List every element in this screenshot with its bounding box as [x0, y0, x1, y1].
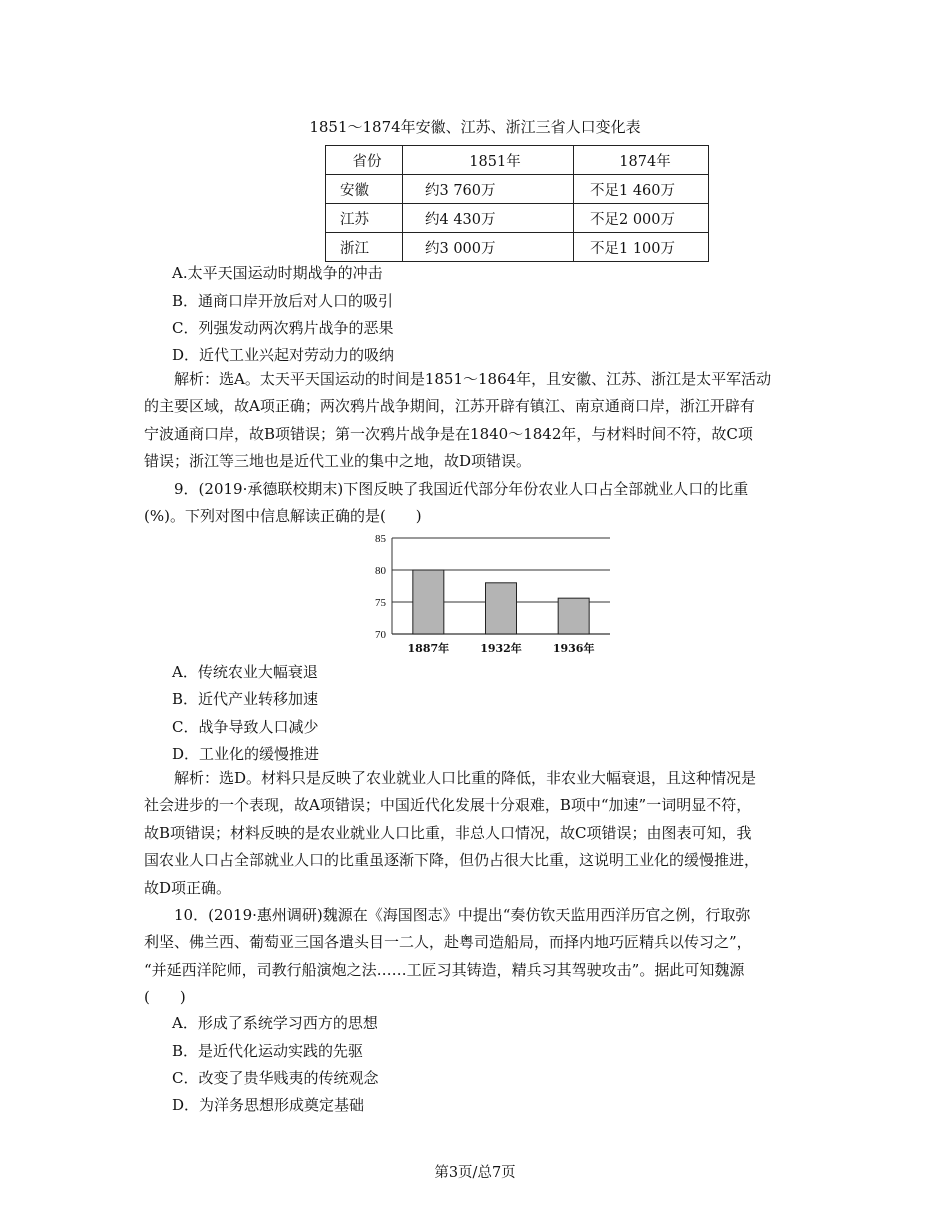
q8-analysis — [144, 366, 808, 476]
q8-option-a: A.太平天国运动时期战争的冲击 — [172, 264, 383, 282]
q8-option-b: B．通商口岸开放后对人口的吸引 — [172, 292, 394, 310]
question-line: ( ) — [144, 988, 186, 1007]
q9-option-a: A．传统农业大幅衰退 — [172, 663, 318, 681]
table-cell: 不足2 000万 — [574, 204, 709, 233]
bar — [413, 570, 444, 634]
question-line: “并延西洋陀师，司教行船演炮之法……工匠习其铸造，精兵习其驾驶攻击”。据此可知魏源 — [144, 960, 745, 979]
q10-stem — [144, 902, 808, 1012]
y-tick-label: 75 — [375, 597, 386, 609]
table-header-row — [326, 146, 709, 175]
q8-option-d: D．近代工业兴起对劳动力的吸纳 — [172, 346, 395, 364]
q9-stem — [144, 476, 808, 531]
table-cell: 约4 430万 — [403, 204, 574, 233]
table-cell: 不足1 460万 — [574, 175, 709, 204]
question-line: 9．(2019·承德联校期末)下图反映了我国近代部分年份农业人口占全部就业人口的比重 — [174, 480, 749, 498]
analysis-line: 故D项正确。 — [144, 878, 232, 897]
q9-option-b: B．近代产业转移加速 — [172, 690, 319, 708]
analysis-line: 社会进步的一个表现，故A项错误；中国近代化发展十分艰难，B项中“加速”一词明显不符， — [144, 796, 752, 815]
table-caption: 1851～1874年安徽、江苏、浙江三省人口变化表 — [309, 118, 641, 136]
x-tick-label: 1932年 — [480, 642, 522, 655]
bar — [558, 598, 589, 634]
analysis-line: 故B项错误；材料反映的是农业就业人口比重，非总人口情况，故C项错误；由图表可知，我 — [144, 823, 752, 842]
table-cell: 约3 760万 — [403, 175, 574, 204]
table-header: 1851年 — [403, 146, 574, 175]
table-cell: 约3 000万 — [403, 233, 574, 262]
question-line: (%)。下列对图中信息解读正确的是( ) — [144, 507, 422, 526]
q10-option-b: B．是近代化运动实践的先驱 — [172, 1042, 364, 1060]
analysis-line: 错误；浙江等三地也是近代工业的集中之地，故D项错误。 — [144, 452, 532, 471]
table-row — [326, 233, 709, 262]
q10-option-a: A．形成了系统学习西方的思想 — [172, 1014, 378, 1032]
q9-option-d: D．工业化的缓慢推进 — [172, 745, 320, 763]
analysis-line: 国农业人口占全部就业人口的比重虽逐渐下降，但仍占很大比重，这说明工业化的缓慢推进， — [144, 851, 760, 870]
analysis-line: 宁波通商口岸，故B项错误；第一次鸦片战争是在1840～1842年，与材料时间不符，故C项 — [144, 424, 753, 443]
population-table — [325, 145, 709, 262]
table-cell: 浙江 — [326, 233, 403, 262]
question-line: 10．(2019·惠州调研)魏源在《海国图志》中提出“奏仿钦天监用西洋历官之例，行取弥 — [174, 906, 751, 924]
x-tick-label: 1936年 — [552, 642, 595, 655]
table-header: 1874年 — [574, 146, 709, 175]
table-cell: 江苏 — [326, 204, 403, 233]
table-cell: 不足1 100万 — [574, 233, 709, 262]
question-line: 利坚、佛兰西、葡萄亚三国各遣头目一二人，赴粤司造船局，而择内地巧匠精兵以传习之”， — [144, 933, 752, 952]
q10-option-d: D．为洋务思想形成奠定基础 — [172, 1096, 365, 1114]
q8-option-c: C．列强发动两次鸦片战争的恶果 — [172, 319, 394, 337]
table-row — [326, 175, 709, 204]
y-tick-label: 80 — [375, 565, 386, 577]
analysis-line: 解析：选A。太天平天国运动的时间是1851～1864年，且安徽、江苏、浙江是太平军活动 — [174, 370, 772, 388]
y-tick-label: 85 — [375, 533, 386, 545]
analysis-line: 的主要区域，故A项正确；两次鸦片战争期间，江苏开辟有镇江、南京通商口岸，浙江开辟有 — [144, 397, 755, 416]
q10-option-c: C．改变了贵华贱夷的传统观念 — [172, 1069, 379, 1087]
q9-option-c: C．战争导致人口减少 — [172, 718, 319, 736]
y-tick-label: 70 — [375, 629, 386, 641]
page-footer: 第3页/总7页 — [434, 1165, 516, 1181]
table-header: 省份 — [326, 146, 403, 175]
table-row — [326, 204, 709, 233]
q9-analysis — [144, 765, 808, 902]
analysis-line: 解析：选D。材料只是反映了农业就业人口比重的降低，非农业大幅衰退，且这种情况是 — [174, 769, 757, 787]
x-tick-label: 1887年 — [407, 642, 450, 655]
bar — [486, 583, 517, 634]
agri-population-bar-chart — [360, 530, 620, 660]
table-cell: 安徽 — [326, 175, 403, 204]
